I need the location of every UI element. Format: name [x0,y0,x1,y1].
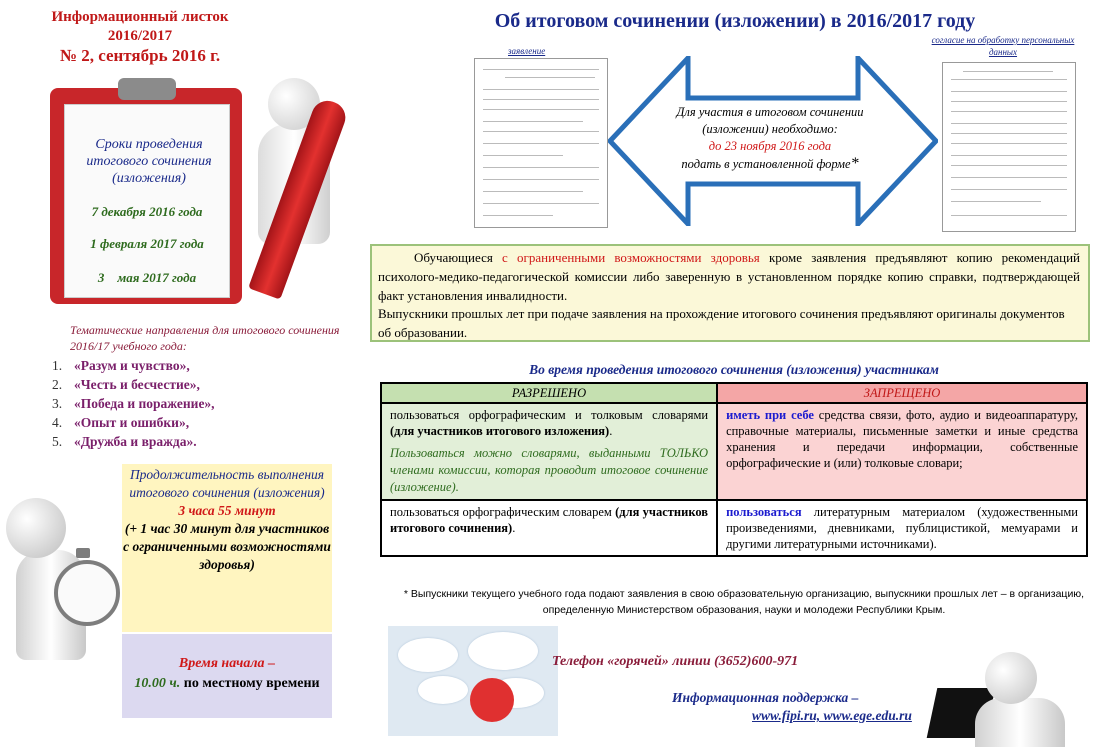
start-time-text [122,654,332,694]
requirement-deadline: до 23 ноября 2016 года [708,139,832,153]
topic-item [52,394,312,413]
topic-number: 3. [52,396,63,411]
forbidden-text: средства связи, фото, аудио и видеоаппаратуру, справочные материалы, письменные заметки и иные средства хранения и передачи информации, собственные орфографические и (или) толковые словари; [726,408,1079,470]
forbidden-keyword: иметь при себе [726,408,814,422]
requirement-text [650,104,890,173]
allowed-condition: (для участников итогового изложения) [390,424,610,438]
forbidden-keyword: пользоваться [726,505,802,519]
requirement-star: * [850,155,859,172]
clipboard-paper [64,104,230,298]
topic-item [52,356,312,375]
speech-bubbles-illustration [388,626,558,736]
page-title: Об итоговом сочинении (изложении) в 2016/2017 году [494,10,976,32]
forbidden-cell-2 [717,500,1087,556]
requirement-line3: подать в установленной форме [681,157,851,171]
duration-title: Продолжительность выполнения итогового сочинения (изложения) [129,467,325,500]
operator-figure-body [975,698,1065,747]
allowed-condition: (для участников итогового сочинения) [390,505,709,535]
table-row [381,383,1087,403]
duration-extra: (+ 1 час 30 минут для участников с ограниченными возможностями здоровья) [123,521,331,572]
topic-number: 4. [52,415,63,430]
topic-text: «Опыт и ошибки», [74,415,190,430]
topic-item [52,413,312,432]
topic-text: «Победа и поражение», [74,396,215,411]
duration-main-time: 3 часа 55 минут [178,503,276,518]
header-line2: 2016/2017 [107,28,173,44]
topics-title: Тематические направления для итогового сочинения 2016/17 учебного года: [70,323,340,353]
stopwatch-icon [54,560,120,626]
topic-number: 2. [52,377,63,392]
allowed-header: РАЗРЕШЕНО [381,383,717,403]
table-row [381,500,1087,556]
table-row [381,403,1087,500]
topics-list [52,356,312,451]
exam-date-3: 3 мая 2017 года [97,270,197,285]
exam-dates-title: Сроки проведения итогового сочинения (изложения) [86,137,212,186]
topic-text: «Разум и чувство», [74,358,190,373]
note-paragraph-1 [378,248,1080,305]
footnote: * Выпускники текущего учебного года подают заявления в свою образовательную организацию, выпускники прошлых лет – в организацию, определенную Министерством образования, науки и молодежи Республики Крым. [403,588,1085,616]
forbidden-header: ЗАПРЕЩЕНО [717,383,1087,403]
info-support-links[interactable]: www.fipi.ru, www.ege.edu.ru [752,708,912,723]
allowed-cell-2: пользоваться орфографическим словарем (для участников итогового сочинения). [381,500,717,556]
start-time-suffix: по местному времени [183,676,320,691]
note-paragraph-2: Выпускники прошлых лет при подаче заявления на прохождение итогового сочинения предъявляют оригиналы документов об образовании. [378,306,1065,340]
note-text: кроме заявления предъявляют копию рекомендаций психолого-медико-педагогической комиссии либо заверенную в установленном порядке копию справки, подтверждающей факт установления инвалидности. [378,250,1081,303]
info-support-label: Информационная поддержка – [672,690,859,705]
header-line1: Информационный листок [51,9,229,25]
exam-date-1: 7 декабря 2016 года [91,204,203,219]
allowed-text: пользоваться орфографическим и толковым словарями [390,408,709,422]
topic-number: 5. [52,434,63,449]
allowed-note: Пользоваться можно словарями, выданными ТОЛЬКО членами комиссии, которая проводит итоговое сочинение (изложение). [390,446,709,494]
topic-text: «Честь и бесчестие», [74,377,200,392]
topic-text: «Дружба и вражда». [74,434,197,449]
consent-form-thumbnail [942,62,1076,232]
start-time-panel [122,634,332,718]
requirement-line1: Для участия в итоговом сочинении (изложении) необходимо: [676,105,864,136]
application-label: заявление [508,46,546,56]
start-time-label: Время начала – [178,656,276,671]
duration-text [122,466,332,574]
forbidden-cell-1 [717,403,1087,500]
newsletter-header [20,8,260,65]
stopwatch-figure-head [6,498,66,558]
stopwatch-button [76,548,90,558]
allowed-text: пользоваться орфографическим словарем [390,505,612,519]
note-text: Обучающиеся [414,250,493,265]
phone-icon [470,678,514,722]
header-issue: № 2, сентябрь 2016 г. [59,46,221,65]
application-form-thumbnail [474,58,608,228]
headset-icon [985,652,1037,704]
exam-date-2: 1 февраля 2017 года [90,236,204,251]
clipboard-clip [118,78,176,100]
forbidden-text: литературным материалом (художественными произведениями, дневниками, публицистикой, мемуарами и другими литературными источниками). [726,505,1078,551]
rules-heading: Во время проведения итогового сочинения (изложения) участникам [529,362,939,377]
hotline-phone: Телефон «горячей» линии (3652)600-971 [552,654,799,669]
start-time-value: 10.00 ч. [134,676,181,691]
consent-label: согласие на обработку персональных данных [931,35,1075,57]
note-highlight: с ограниченными возможностями здоровья [502,250,760,265]
topic-item [52,375,312,394]
rules-table [380,382,1088,557]
topic-number: 1. [52,358,63,373]
topic-item [52,432,312,451]
allowed-cell-1: пользоваться орфографическим и толковым словарями (для участников итогового изложения). Пользоваться можно словарями, выданными ТОЛЬКО членами комиссии, которая проводит итоговое сочинение (изложение). [381,403,717,500]
